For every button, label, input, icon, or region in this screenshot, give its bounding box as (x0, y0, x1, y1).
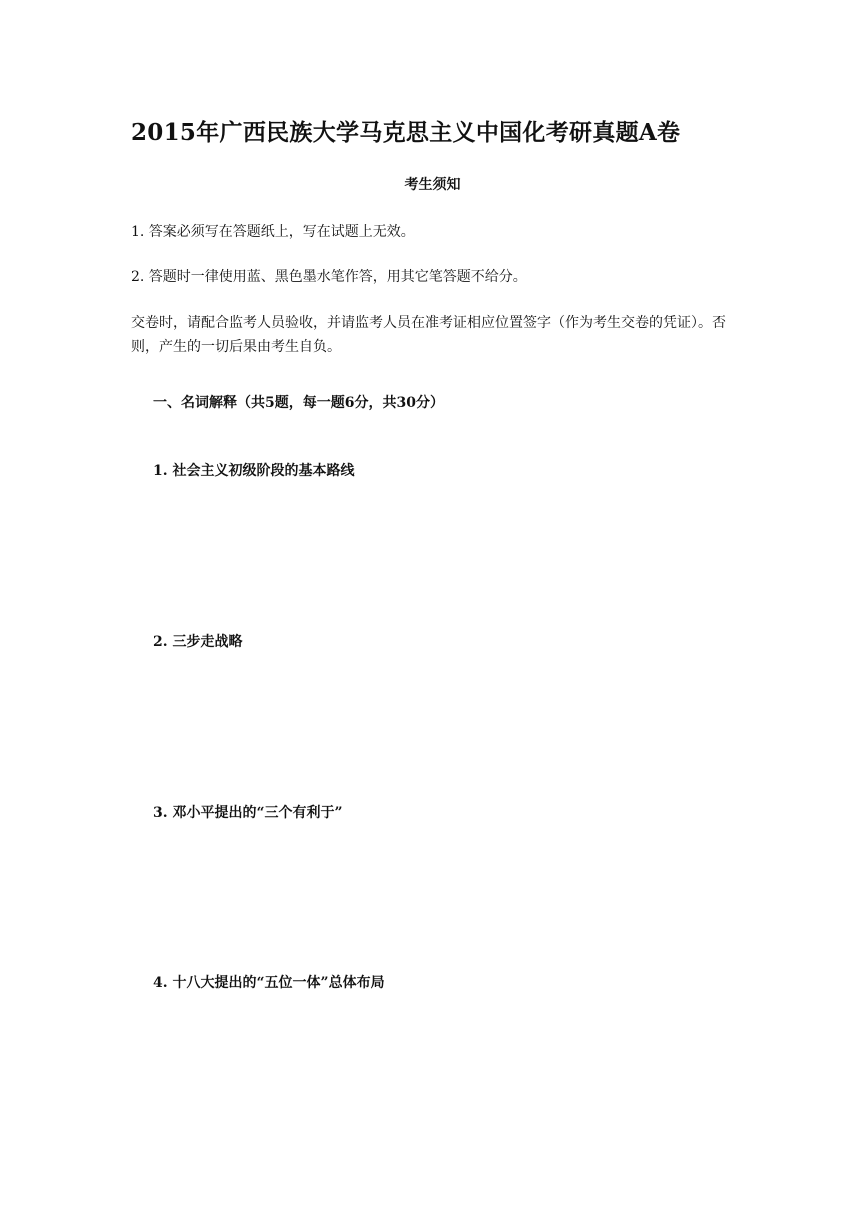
notice-item-3: 交卷时，请配合监考人员验收，并请监考人员在准考证相应位置签字（作为考生交卷的凭证）。否则，产生的一切后果由考生自负。 (131, 315, 726, 355)
notice-heading: 考生须知 (404, 177, 461, 193)
document-title: 2015年广西民族大学马克思主义中国化考研真题A卷 (131, 119, 681, 146)
question-4: 4. 十八大提出的“五位一体”总体布局 (153, 975, 385, 991)
notice-item-2: 2. 答题时一律使用蓝、黑色墨水笔作答，用其它笔答题不给分。 (131, 269, 527, 285)
notice-item-1: 1. 答案必须写在答题纸上，写在试题上无效。 (131, 224, 415, 240)
question-3: 3. 邓小平提出的“三个有利于” (153, 805, 343, 821)
question-2: 2. 三步走战略 (153, 634, 243, 650)
question-1: 1. 社会主义初级阶段的基本路线 (153, 463, 355, 479)
section-heading: 一、名词解释（共5题，每一题6分，共30分） (153, 395, 444, 411)
